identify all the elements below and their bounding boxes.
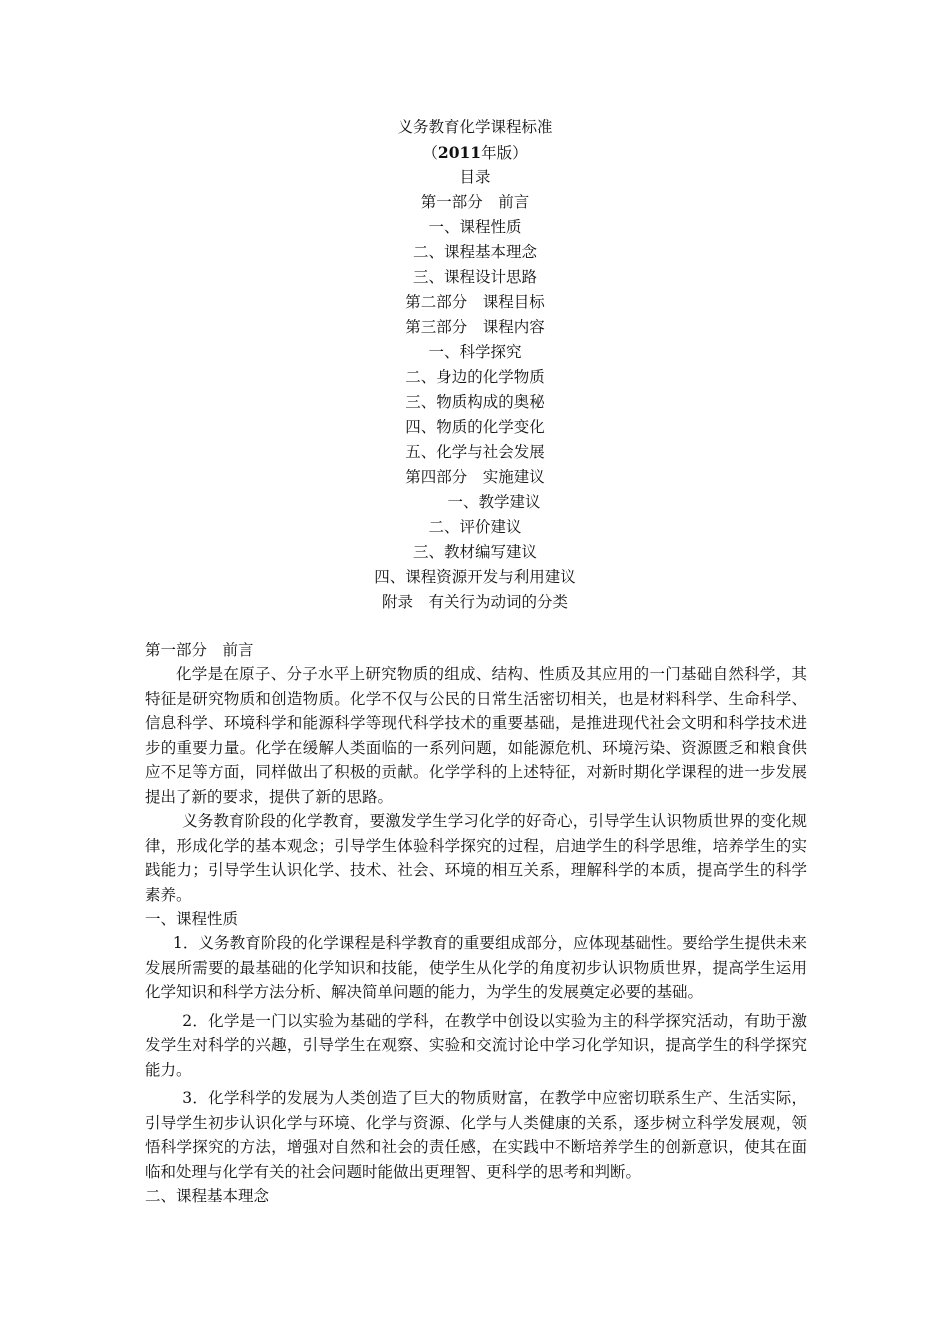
- toc-item: 五、化学与社会发展: [405, 443, 545, 461]
- toc-item: 三、物质构成的奥秘: [405, 393, 545, 411]
- paragraph-item-2: 2．化学是一门以实验为基础的学科，在教学中创设以实验为主的科学探究活动，有助于激发学生对科学的兴趣，引导学生在观察、实验和交流讨论中学习化学知识，提高学生的科学探究能力。: [145, 1011, 807, 1079]
- toc-item: 附录 有关行为动词的分类: [381, 593, 568, 611]
- toc-item: 二、身边的化学物质: [405, 368, 545, 386]
- document-body: [145, 638, 807, 1208]
- section1-heading: 一、课程性质: [145, 910, 239, 928]
- paragraph-item-3: 3．化学科学的发展为人类创造了巨大的物质财富，在教学中应密切联系生产、生活实际，引导学生初步认识化学与环境、化学与资源、化学与人类健康的关系，逐步树立科学发展观，领悟科学探究的方法，增强对自然和社会的责任感，在实践中不断培养学生的创新意识，使其在面临和处理与化学有关的社会问题时能做出更理智、更科学的思考和判断。: [145, 1089, 807, 1181]
- edition-label: [0, 140, 950, 165]
- part1-heading: 第一部分 前言: [145, 641, 254, 659]
- toc-item: 三、课程设计思路: [412, 268, 537, 286]
- toc-item: 三、教材编写建议: [412, 543, 537, 561]
- paragraph-item-1: 1．义务教育阶段的化学课程是科学教育的重要组成部分，应体现基础性。要给学生提供未来发展所需要的最基础的化学知识和技能，使学生从化学的角度初步认识物质世界，提高学生运用化学知识和科学方法分析、解决简单问题的能力，为学生的发展奠定必要的基础。: [145, 934, 807, 1001]
- edition-suffix: 年版）: [481, 144, 528, 162]
- toc-item: 二、课程基本理念: [412, 243, 537, 261]
- paragraph-goals: 义务教育阶段的化学教育，要激发学生学习化学的好奇心，引导学生认识物质世界的变化规律，形成化学的基本观念；引导学生体验科学探究的过程，启迪学生的科学思维，培养学生的实践能力；引导学生认识化学、技术、社会、环境的相互关系，理解科学的本质，提高学生的科学素养。: [145, 812, 807, 904]
- toc-item: 第三部分 课程内容: [405, 318, 545, 336]
- toc-item: 第一部分 前言: [420, 193, 530, 211]
- toc-item: 一、课程性质: [428, 218, 522, 236]
- toc-item: 二、评价建议: [428, 518, 522, 536]
- toc-item: 第二部分 课程目标: [405, 293, 545, 311]
- toc-item: 四、课程资源开发与利用建议: [374, 568, 576, 586]
- section2-heading: 二、课程基本理念: [145, 1187, 270, 1205]
- toc-item: 一、教学建议: [447, 493, 541, 511]
- paragraph-intro: 化学是在原子、分子水平上研究物质的组成、结构、性质及其应用的一门基础自然科学，其特征是研究物质和创造物质。化学不仅与公民的日常生活密切相关，也是材料科学、生命科学、信息科学、环境科学和能源科学等现代科学技术的重要基础，是推进现代社会文明和科学技术进步的重要力量。化学在缓解人类面临的一系列问题，如能源危机、环境污染、资源匮乏和粮食供应不足等方面，同样做出了积极的贡献。化学学科的上述特征，对新时期化学课程的进一步发展提出了新的要求，提供了新的思路。: [145, 665, 807, 806]
- table-of-contents: [0, 115, 950, 615]
- toc-item: 第四部分 实施建议: [405, 468, 545, 486]
- edition-prefix: （: [422, 144, 438, 162]
- toc-item: 一、科学探究: [428, 343, 522, 361]
- edition-year: 2011: [437, 143, 482, 162]
- document-title: 义务教育化学课程标准: [397, 118, 553, 136]
- toc-item: 四、物质的化学变化: [405, 418, 545, 436]
- contents-label: 目录: [459, 168, 491, 186]
